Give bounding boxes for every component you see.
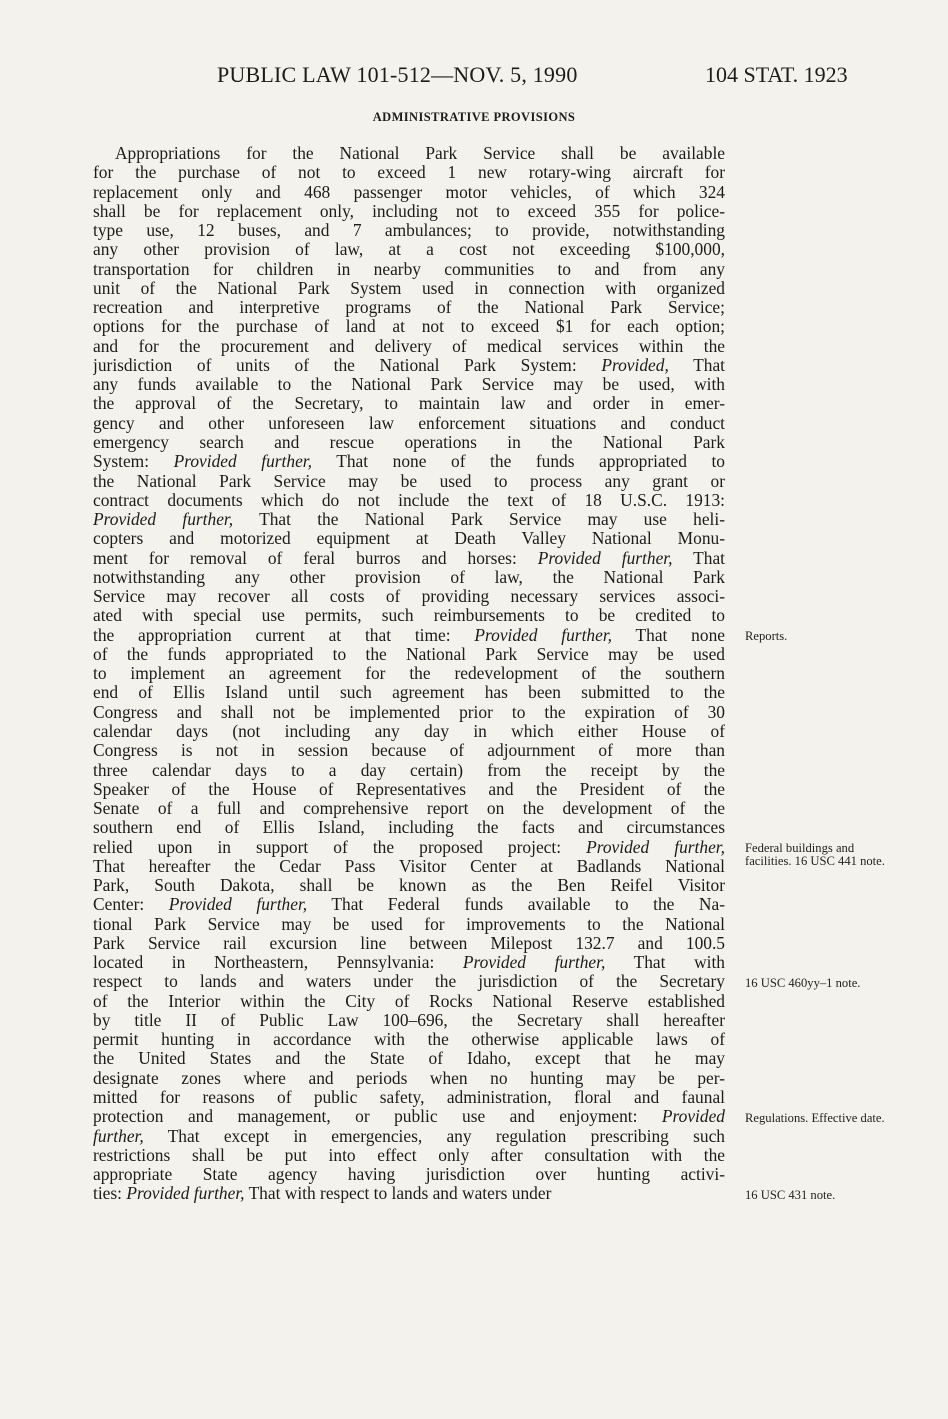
text-line: calendar days (not including any day in which either House of (93, 721, 725, 741)
text-line: ated with special use permits, such reimbursements to be credited to (93, 606, 725, 626)
text-line: the United States and the State of Idaho, except that he may (93, 1049, 725, 1069)
text-line: any other provision of law, at a cost not exceeding $100,000, (93, 240, 725, 260)
text-line: southern end of Ellis Island, including the facts and circumstances (93, 818, 725, 838)
text-line: transportation for children in nearby communities to and from any (93, 259, 725, 279)
text-line: copters and motorized equipment at Death Valley National Monu- (93, 529, 725, 549)
text-line: Park Service rail excursion line between Milepost 132.7 and 100.5 (93, 933, 725, 953)
text-line: Speaker of the House of Representatives and the President of the (93, 779, 725, 799)
text-line: System: Provided further, That none of the funds appropriated to (93, 452, 725, 472)
text-line: designate zones where and periods when no hunting may be per- (93, 1068, 725, 1088)
text-line: contract documents which do not include the text of 18 U.S.C. 1913: (93, 490, 725, 510)
statute-page-reference: 104 STAT. 1923 (705, 62, 848, 87)
text-line: recreation and interpretive programs of the National Park Service; (93, 298, 725, 318)
text-line: relied upon in support of the proposed project: Provided further, (93, 837, 725, 857)
text-line: of the funds appropriated to the National Park Service may be used (93, 644, 725, 664)
text-line: to implement an agreement for the redevelopment of the southern (93, 664, 725, 684)
text-line: type use, 12 buses, and 7 ambulances; to provide, notwithstanding (93, 221, 725, 241)
text-line: any funds available to the National Park Service may be used, with (93, 375, 725, 395)
text-line: mitted for reasons of public safety, administration, floral and faunal (93, 1088, 725, 1108)
text-line: and for the procurement and delivery of medical services within the (93, 336, 725, 356)
text-line: for the purchase of not to exceed 1 new rotary-wing aircraft for (93, 163, 725, 183)
text-line: jurisdiction of units of the National Park System: Provided, That (93, 355, 725, 375)
text-line: the appropriation current at that time: Provided further, That none (93, 625, 725, 645)
running-head: PUBLIC LAW 101-512—NOV. 5, 1990 (217, 62, 578, 87)
margin-note: 16 USC 460yy–1 note. (745, 975, 861, 990)
text-line: ties: Provided further, That with respect to lands and waters under (93, 1184, 552, 1204)
section-heading: ADMINISTRATIVE PROVISIONS (372, 110, 576, 124)
text-line: Senate of a full and comprehensive report on the development of the (93, 799, 725, 819)
text-line: Service may recover all costs of providing necessary services associ- (93, 587, 725, 607)
text-line: further, That except in emergencies, any regulation prescribing such (93, 1126, 725, 1146)
text-line: three calendar days to a day certain) from the receipt by the (93, 760, 725, 780)
text-line: Park, South Dakota, shall be known as the Ben Reifel Visitor (93, 876, 725, 896)
margin-note: 16 USC 431 note. (745, 1187, 836, 1202)
text-line: located in Northeastern, Pennsylvania: Provided further, That with (93, 953, 725, 973)
text-line: the approval of the Secretary, to maintain law and order in emer- (93, 394, 725, 414)
text-line: replacement only and 468 passenger motor vehicles, of which 324 (93, 182, 725, 202)
text-line: Appropriations for the National Park Service shall be available (115, 144, 725, 163)
text-line: respect to lands and waters under the jurisdiction of the Secretary (93, 972, 725, 992)
text-line: end of Ellis Island until such agreement has been submitted to the (93, 683, 725, 703)
margin-note: Regulations. Effective date. (745, 1110, 885, 1125)
text-line: Center: Provided further, That Federal funds available to the Na- (93, 895, 725, 915)
text-line: protection and management, or public use and enjoyment: Provided (93, 1107, 725, 1127)
text-line: of the Interior within the City of Rocks National Reserve established (93, 991, 725, 1011)
text-line: That hereafter the Cedar Pass Visitor Center at Badlands National (93, 856, 725, 876)
text-line: notwithstanding any other provision of law, the National Park (93, 567, 725, 587)
text-line: options for the purchase of land at not to exceed $1 for each option; (93, 317, 725, 337)
margin-note: Reports. (745, 628, 788, 643)
text-line: by title II of Public Law 100–696, the Secretary shall hereafter (93, 1010, 725, 1030)
text-line: Congress is not in session because of adjournment of more than (93, 741, 725, 761)
text-line: unit of the National Park System used in connection with organized (93, 278, 725, 298)
text-line: restrictions shall be put into effect only after consultation with the (93, 1145, 725, 1165)
text-line: shall be for replacement only, including not to exceed 355 for police- (93, 201, 725, 221)
margin-note: Federal buildings and facilities. 16 USC 441 note. (745, 840, 885, 869)
text-line: Provided further, That the National Park Service may use heli- (93, 510, 725, 530)
text-line: emergency search and rescue operations in the National Park (93, 432, 725, 452)
text-line: the National Park Service may be used to process any grant or (93, 471, 725, 491)
text-line: permit hunting in accordance with the otherwise applicable laws of (93, 1030, 725, 1050)
provisions-paragraph (93, 144, 725, 1204)
text-line: appropriate State agency having jurisdiction over hunting activi- (93, 1165, 725, 1185)
text-line: tional Park Service may be used for improvements to the National (93, 914, 725, 934)
text-line: ment for removal of feral burros and horses: Provided further, That (93, 548, 725, 568)
text-line: gency and other unforeseen law enforcement situations and conduct (93, 413, 725, 433)
text-line: Congress and shall not be implemented prior to the expiration of 30 (93, 702, 725, 722)
